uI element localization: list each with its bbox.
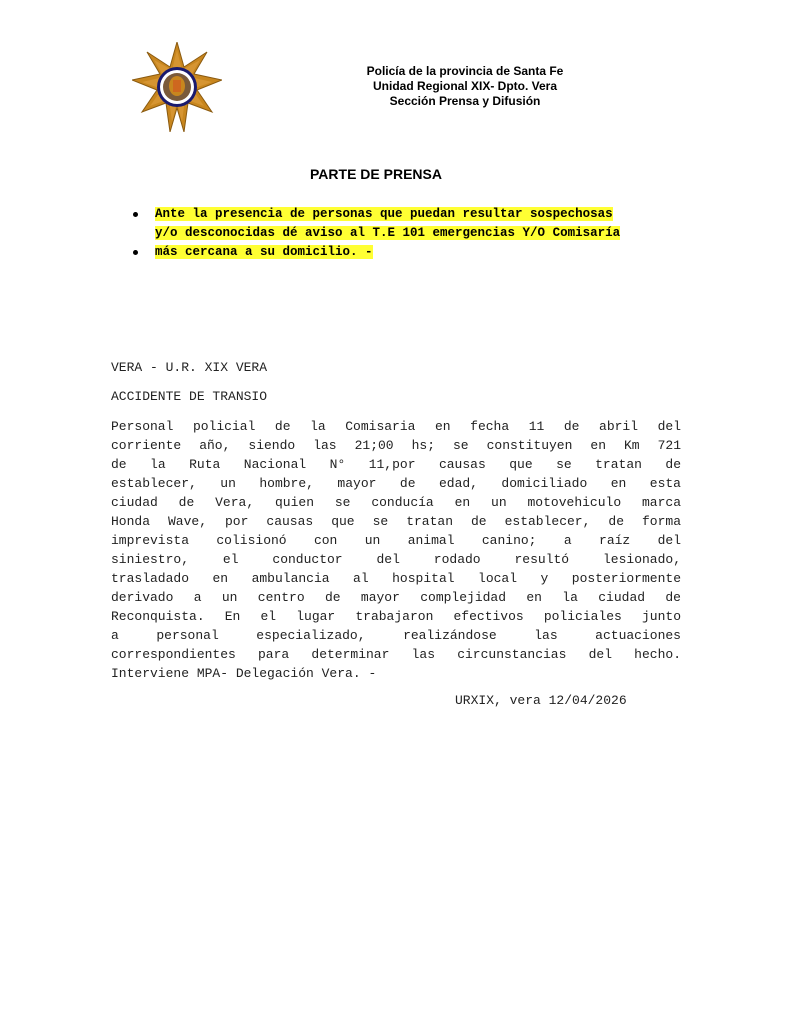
body-line: corriente año, siendo las 21;00 hs; se constituyen en Km 721	[111, 438, 681, 453]
header-line-3: Sección Prensa y Difusión	[389, 94, 541, 108]
notice-line-2: y/o desconocidas dé aviso al T.E 101 emergencias Y/O Comisaría	[155, 226, 621, 240]
institution-header	[300, 64, 630, 109]
notice-list	[130, 205, 690, 262]
body-line: correspondientes para determinar las circunstancias del hecho.	[111, 647, 681, 662]
page-title: PARTE DE PRENSA	[310, 166, 442, 182]
body-line: a personal especializado, realizándose las actuaciones	[111, 628, 681, 643]
signature-date: URXIX, vera 12/04/2026	[455, 693, 627, 708]
header-line-1: Policía de la provincia de Santa Fe	[366, 64, 564, 78]
notice-item-continuation	[130, 224, 690, 243]
body-line: imprevista colisionó con un animal canino; a raíz del	[111, 533, 681, 548]
body-line: Honda Wave, por causas que se tratan de establecer, de forma	[111, 514, 681, 529]
bullet-icon	[133, 212, 138, 217]
body-line: trasladado en ambulancia al hospital local y posteriormente	[111, 571, 681, 586]
report-body	[111, 417, 681, 683]
location-line: VERA - U.R. XIX VERA	[111, 360, 268, 375]
body-line: ciudad de Vera, quien se conducía en un motovehiculo marca	[111, 495, 681, 510]
notice-item	[130, 243, 690, 262]
subject-line: ACCIDENTE DE TRANSIO	[111, 389, 268, 404]
body-line: derivado a un centro de mayor complejidad en la ciudad de	[111, 590, 681, 605]
body-line: Personal policial de la Comisaria en fecha 11 de abril del	[111, 419, 681, 434]
body-line: siniestro, el conductor del rodado resultó lesionado,	[111, 552, 681, 567]
body-line: Interviene MPA- Delegación Vera. -	[111, 666, 377, 681]
body-line: Reconquista. En el lugar trabajaron efectivos policiales junto	[111, 609, 681, 624]
notice-item	[130, 205, 690, 224]
bullet-icon	[133, 250, 138, 255]
body-line: establecer, un hombre, mayor de edad, domiciliado en esta	[111, 476, 681, 491]
notice-line-3: más cercana a su domicilio. -	[155, 245, 373, 259]
police-star-emblem-icon	[132, 42, 222, 132]
body-line: de la Ruta Nacional N° 11,por causas que se tratan de	[111, 457, 681, 472]
header-line-2: Unidad Regional XIX- Dpto. Vera	[372, 79, 558, 93]
notice-line-1: Ante la presencia de personas que puedan resultar sospechosas	[155, 207, 613, 221]
